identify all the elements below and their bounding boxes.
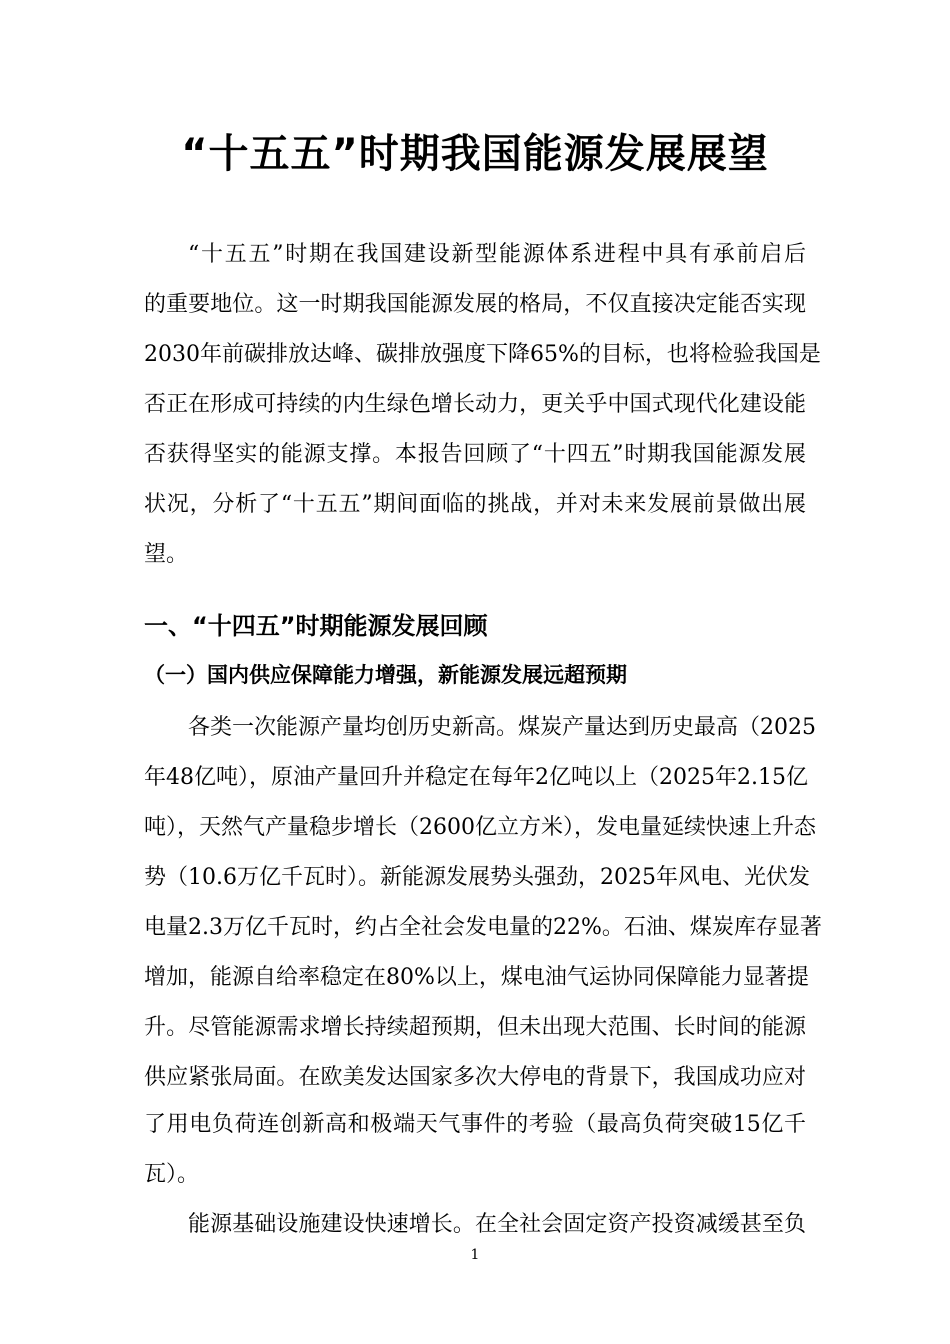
- text-line: 能源基础设施建设快速增长。在全社会固定资产投资减缓甚至负: [188, 1212, 806, 1237]
- text-line: 状况，分析了“十五五”期间面临的挑战，并对未来发展前景做出展: [144, 492, 806, 517]
- page-number: 1: [470, 1247, 480, 1263]
- text-line: “十五五”时期在我国建设新型能源体系进程中具有承前启后: [188, 242, 806, 267]
- text-line: 否获得坚实的能源支撑。本报告回顾了“十四五”时期我国能源发展: [144, 442, 806, 467]
- text-line: 电量2.3万亿千瓦时，约占全社会发电量的22%。石油、煤炭库存显著: [144, 915, 822, 940]
- subsection-heading: （一）国内供应保障能力增强，新能源发展远超预期: [144, 663, 627, 687]
- text-line: 望。: [144, 542, 189, 567]
- text-line: 吨），天然气产量稳步增长（2600亿立方米），发电量延续快速上升态: [144, 815, 816, 840]
- text-line: 了用电负荷连创新高和极端天气事件的考验（最高负荷突破15亿千: [144, 1112, 806, 1137]
- document-title: “十五五”时期我国能源发展展望: [181, 131, 769, 177]
- text-line: 瓦）。: [144, 1162, 200, 1187]
- text-line: 否正在形成可持续的内生绿色增长动力，更关乎中国式现代化建设能: [144, 392, 806, 417]
- text-line: 升。尽管能源需求增长持续超预期，但未出现大范围、长时间的能源: [144, 1015, 806, 1040]
- text-line: 各类一次能源产量均创历史新高。煤炭产量达到历史最高（2025: [188, 715, 816, 740]
- text-line: 势（10.6万亿千瓦时）。新能源发展势头强劲，2025年风电、光伏发: [144, 865, 810, 890]
- text-line: 供应紧张局面。在欧美发达国家多次大停电的背景下，我国成功应对: [144, 1065, 806, 1090]
- text-line: 的重要地位。这一时期我国能源发展的格局，不仅直接决定能否实现: [144, 292, 806, 317]
- text-line: 增加，能源自给率稳定在80%以上，煤电油气运协同保障能力显著提: [144, 965, 809, 990]
- text-line: 年48亿吨），原油产量回升并稳定在每年2亿吨以上（2025年2.15亿: [144, 765, 808, 790]
- text-line: 2030年前碳排放达峰、碳排放强度下降65%的目标，也将检验我国是: [144, 342, 821, 367]
- section-heading: 一、“十四五”时期能源发展回顾: [144, 612, 488, 640]
